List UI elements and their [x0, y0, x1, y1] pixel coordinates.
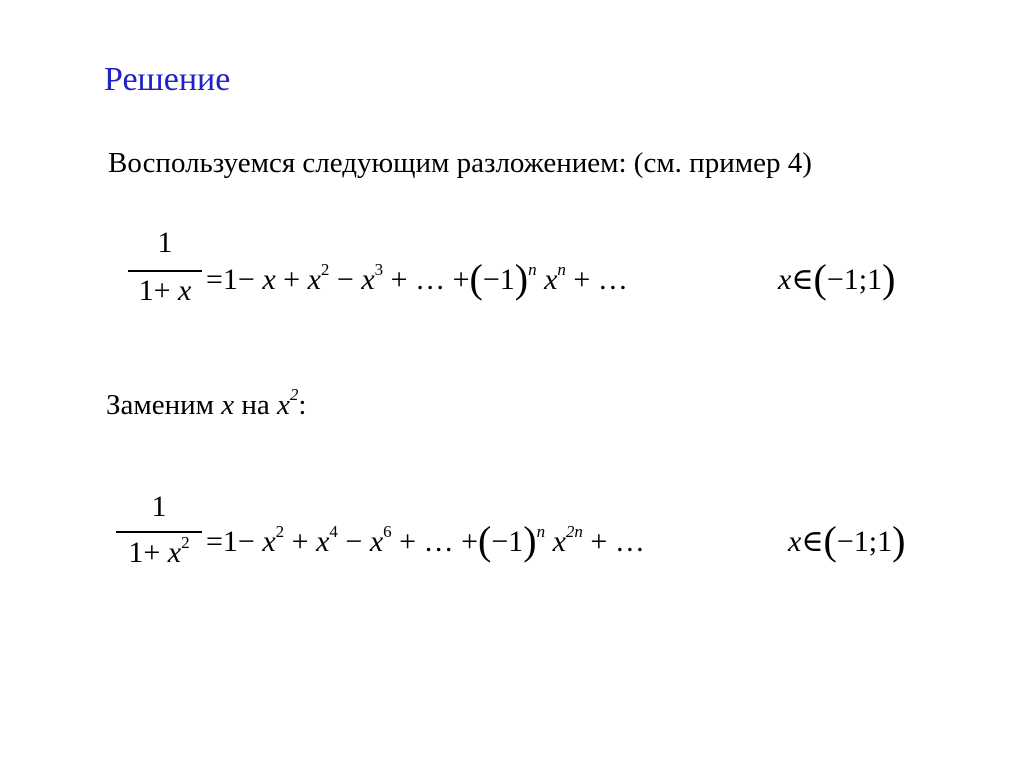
formula-1-denominator: 1+ x: [138, 274, 192, 307]
formula-1-series: $=1- x + x^2 - x^3$ + … $+(-1)^n$ $x^n$ + …: [206, 256, 628, 301]
formula-2-denominator: $1+ x^2$: [128, 533, 190, 569]
slide-title: Решение: [104, 61, 231, 98]
formula-1-fraction: [128, 226, 202, 316]
formula-2-numerator: 1: [151, 490, 167, 523]
formula-2-series: $=1- x^2 + x^4 - x^6$ + … $+(-1)^n$ $x^{2n}$ + …: [206, 518, 645, 563]
formula-1-fraction-bar: [128, 270, 202, 272]
formula-2-domain: x∈(−1;1): [788, 518, 906, 563]
formula-2-fraction: [116, 490, 202, 580]
formula-1-domain: x∈(−1;1): [778, 256, 896, 301]
formula-1-numerator: 1: [157, 226, 173, 259]
intro-text: Воспользуемся следующим разложением: (см. пример 4): [108, 147, 812, 179]
substitution-text: Заменим x на $x^2$:: [106, 385, 307, 421]
